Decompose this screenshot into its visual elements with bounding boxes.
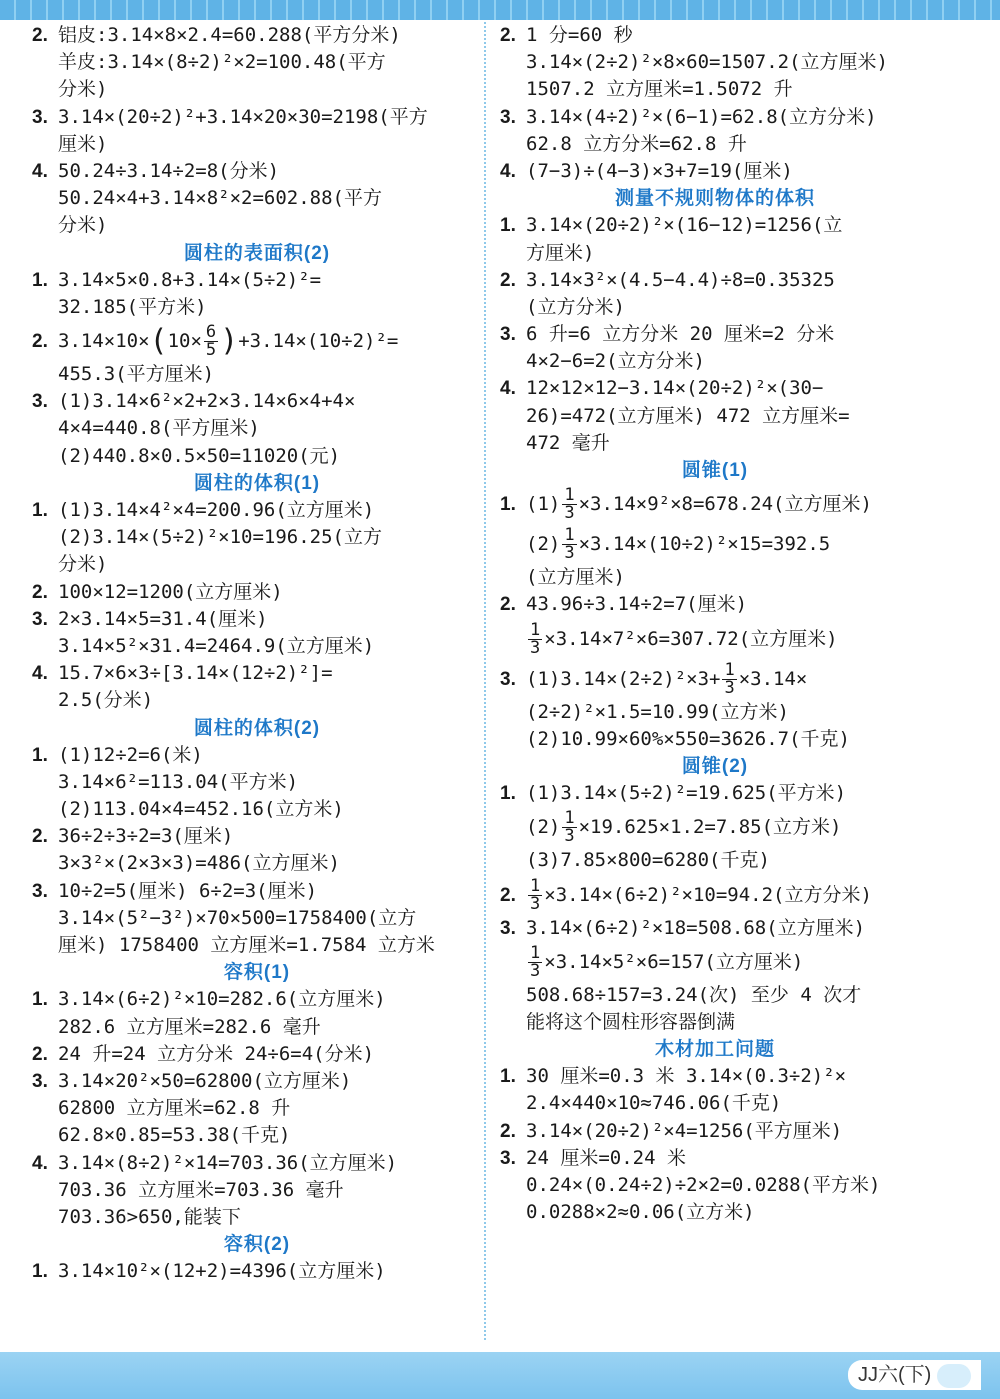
answer-line: [32, 267, 482, 294]
answer-text: 26)=472(立方厘米) 472 立方厘米=: [526, 404, 850, 427]
section-heading: 圆锥(2): [681, 755, 749, 777]
answer-line: [32, 1122, 482, 1149]
item-number: 3.: [32, 608, 48, 630]
answer-line: [32, 415, 482, 442]
answer-text: (3)7.85×800=6280(千克): [526, 849, 770, 872]
fraction-denominator: 3: [530, 960, 541, 981]
answer-text: ×3.14×7²×6=307.72(立方厘米): [544, 627, 838, 650]
answer-text: (2)113.04×4=452.16(立方米): [58, 798, 344, 821]
item-number: 1.: [500, 1066, 516, 1088]
answer-text: ×3.14×5²×6=157(立方厘米): [544, 950, 804, 973]
answer-text: 3.14×6²=113.04(平方米): [58, 770, 299, 793]
answer-line: [500, 915, 930, 942]
fraction-numerator: 1: [564, 525, 575, 546]
answer-text: (1)3.14×(2÷2)²×3+: [526, 667, 721, 690]
fraction-numerator: 1: [564, 485, 575, 506]
section-heading: 容积(2): [223, 1234, 291, 1256]
answer-line: [32, 905, 482, 932]
answer-text: 3.14×5×0.8+3.14×(5÷2)²=: [58, 268, 322, 291]
answer-line: [500, 875, 930, 915]
answer-text: ×3.14×9²×8=678.24(立方厘米): [578, 493, 872, 516]
answer-line: [500, 430, 930, 457]
answer-line: [32, 850, 482, 877]
answer-line: [500, 847, 930, 874]
answer-text: 0.0288×2≈0.06(立方米): [526, 1201, 755, 1224]
answer-text: 43.96÷3.14÷2=7(厘米): [526, 593, 748, 616]
answer-text: 3.14×(6÷2)²×18=508.68(立方厘米): [526, 916, 866, 939]
answer-line: [500, 1145, 930, 1172]
answer-line: [500, 524, 930, 564]
answer-line: [500, 321, 930, 348]
answer-text: 2.4×440×10≈746.06(千克): [526, 1092, 782, 1115]
answer-text: 30 厘米=0.3 米 3.14×(0.3÷2)²×: [526, 1065, 847, 1088]
answer-text: (1): [526, 493, 561, 516]
answer-text: (1)12÷2=6(米): [58, 743, 203, 766]
answer-line: [500, 1199, 930, 1226]
fraction-denominator: 3: [564, 543, 575, 564]
answer-line: [32, 361, 482, 388]
answer-text: 10÷2=5(厘米) 6÷2=3(厘米): [58, 879, 318, 902]
answer-line: [500, 403, 930, 430]
item-number: 2.: [32, 25, 48, 46]
answer-line: [500, 564, 930, 591]
answer-line: [500, 1090, 930, 1117]
answer-line: [500, 1063, 930, 1090]
fraction: [562, 810, 576, 845]
item-number: 4.: [32, 160, 48, 182]
fraction-numerator: 1: [530, 875, 541, 896]
answer-line: [500, 22, 930, 49]
fraction: [528, 875, 542, 914]
answer-text: 1507.2 立方厘米=1.5072 升: [526, 78, 793, 101]
answer-text: (1)3.14×6²×2+2×3.14×6×4+4×: [58, 390, 356, 413]
item-number: 3.: [500, 1147, 516, 1169]
fraction: [204, 324, 218, 359]
answer-text: 282.6 立方厘米=282.6 毫升: [58, 1015, 321, 1038]
answer-line: [32, 986, 482, 1013]
item-number: 3.: [500, 324, 516, 346]
answer-text: 1 分=60 秒: [526, 24, 633, 46]
answer-line: [32, 742, 482, 769]
answer-text: (2)3.14×(5÷2)²×10=196.25(立方: [58, 526, 382, 549]
answer-line: [32, 1204, 482, 1231]
answer-text: 2×3.14×5=31.4(厘米): [58, 607, 268, 630]
item-number: 1.: [32, 500, 48, 521]
item-number: 3.: [32, 1070, 48, 1092]
fraction-denominator: 3: [530, 637, 541, 658]
answer-text: 703.36>650,能装下: [58, 1205, 241, 1228]
answer-line: [32, 1095, 482, 1122]
answer-line: [32, 1177, 482, 1204]
item-number: 2.: [500, 1120, 516, 1142]
answer-line: [500, 807, 930, 847]
answer-line: [500, 1172, 930, 1199]
section-heading: 圆柱的体积(1): [193, 472, 321, 494]
answer-line: [32, 633, 482, 660]
big-paren: ): [220, 323, 239, 359]
answer-text: 3.14×(8÷2)²×14=703.36(立方厘米): [58, 1151, 398, 1174]
answer-text: 3.14×(4÷2)²×(6−1)=62.8(立方分米): [526, 105, 877, 128]
answer-text: 厘米): [58, 132, 108, 155]
item-number: 3.: [500, 917, 516, 939]
big-paren: (: [149, 323, 168, 359]
answer-text: 32.185(平方米): [58, 295, 207, 318]
answer-line: [500, 942, 930, 982]
answer-text: 分米): [58, 214, 108, 237]
answer-text: 0.24×(0.24÷2)÷2×2=0.0288(平方米): [526, 1174, 881, 1196]
item-number: 3.: [500, 106, 516, 128]
item-number: 2.: [32, 581, 48, 603]
answer-text: 铝皮:3.14×8×2.4=60.288(平方分米): [58, 24, 401, 46]
fraction: [528, 942, 542, 981]
answer-line: [500, 1118, 930, 1145]
item-number: 4.: [500, 160, 516, 182]
answer-line: [32, 49, 482, 76]
answer-text: (2÷2)²×1.5=10.99(立方米): [526, 700, 789, 723]
answer-line: [500, 267, 930, 294]
answer-text: 3.14×10×: [58, 330, 150, 353]
answer-text: 分米): [58, 78, 108, 101]
answer-text: 3.14×20²×50=62800(立方厘米): [58, 1069, 352, 1092]
answer-line: [32, 769, 482, 796]
answer-text: 3.14×(20÷2)²×(16−12)=1256(立: [526, 214, 843, 237]
footer-code-text: JJ六(下): [858, 1364, 932, 1386]
answer-text: 508.68÷157=3.24(次) 至少 4 次才: [526, 983, 862, 1006]
answer-text: 分米): [58, 553, 108, 576]
answer-line: [32, 388, 482, 415]
item-number: 1.: [32, 744, 48, 766]
answer-text: 62800 立方厘米=62.8 升: [58, 1097, 291, 1120]
item-number: 4.: [500, 378, 516, 400]
answer-line: [32, 22, 482, 49]
answer-text: 50.24×4+3.14×8²×2=602.88(平方: [58, 187, 382, 210]
fraction-numerator: 1: [530, 942, 541, 963]
answer-text: (1)3.14×4²×4=200.96(立方厘米): [58, 499, 375, 521]
fraction-denominator: 3: [724, 677, 735, 698]
item-number: 1.: [32, 1261, 48, 1283]
footer-book-code: [848, 1360, 981, 1390]
item-number: 4.: [32, 1152, 48, 1174]
answer-text: 10×: [167, 330, 202, 353]
answer-line: [500, 1009, 930, 1036]
answer-text: ×3.14×: [738, 667, 808, 690]
answer-text: 厘米) 1758400 立方厘米=1.7584 立方米: [58, 934, 435, 956]
answer-text: ×3.14×(10÷2)²×15=392.5: [578, 533, 831, 556]
fraction: [562, 527, 576, 562]
item-number: 1.: [32, 269, 48, 291]
answer-line: [32, 660, 482, 687]
item-number: 1.: [500, 494, 516, 516]
answer-text: 3.14×(20÷2)²+3.14×20×30=2198(平方: [58, 105, 428, 128]
answer-line: [500, 212, 930, 239]
answer-text: (2)440.8×0.5×50=11020(元): [58, 444, 341, 467]
answer-line: [500, 659, 930, 699]
fraction-numerator: 1: [724, 659, 735, 680]
answer-line: [500, 104, 930, 131]
item-number: 2.: [32, 1043, 48, 1065]
fraction: [562, 487, 576, 522]
item-number: 1.: [500, 783, 516, 805]
answer-line: [500, 294, 930, 321]
answer-line: [32, 796, 482, 823]
answer-text: 能将这个圆柱形容器倒满: [526, 1010, 736, 1033]
item-number: 2.: [500, 884, 516, 906]
item-number: 3.: [500, 668, 516, 690]
item-number: 4.: [32, 663, 48, 685]
answer-line: [32, 104, 482, 131]
right-column: [500, 22, 930, 1226]
top-decor-band: [0, 0, 1000, 20]
answer-text: 36÷2÷3÷2=3(厘米): [58, 825, 234, 848]
answer-text: (2): [526, 533, 561, 556]
answer-text: ×3.14×(6÷2)²×10=94.2(立方分米): [544, 883, 872, 906]
answer-line: [500, 619, 930, 659]
answer-line: [32, 932, 482, 959]
section-heading: 木材加工问题: [654, 1039, 775, 1061]
answer-line: [32, 1068, 482, 1095]
answer-line: [500, 726, 930, 753]
section-heading: 容积(1): [223, 962, 291, 984]
answer-text: (1)3.14×(5÷2)²=19.625(平方米): [526, 782, 847, 805]
answer-line: [32, 158, 482, 185]
answer-line: [32, 294, 482, 321]
answer-text: 703.36 立方厘米=703.36 毫升: [58, 1178, 344, 1201]
answer-text: 3.14×(2÷2)²×8×60=1507.2(立方厘米): [526, 51, 888, 74]
item-number: 3.: [32, 106, 48, 128]
fraction-denominator: 3: [564, 503, 575, 524]
answer-line: [500, 158, 930, 185]
answer-line: [500, 699, 930, 726]
answer-text: 3.14×5²×31.4=2464.9(立方厘米): [58, 634, 375, 657]
answer-line: [500, 240, 930, 267]
answer-line: [32, 579, 482, 606]
item-number: 1.: [32, 989, 48, 1011]
answer-text: 2.5(分米): [58, 689, 154, 712]
item-number: 2.: [500, 269, 516, 291]
answer-text: 4×4=440.8(平方厘米): [58, 417, 260, 440]
item-number: 2.: [32, 331, 48, 353]
answer-text: 3.14×3²×(4.5−4.4)÷8=0.35325: [526, 268, 835, 291]
answer-text: 24 升=24 立方分米 24÷6=4(分米): [58, 1042, 375, 1065]
answer-line: [500, 982, 930, 1009]
answer-text: 15.7×6×3÷[3.14×(12÷2)²]=: [58, 662, 333, 685]
answer-text: 50.24÷3.14÷2=8(分米): [58, 159, 280, 182]
answer-line: [500, 76, 930, 103]
item-number: 1.: [500, 215, 516, 237]
answer-line: [32, 443, 482, 470]
answer-text: (2)10.99×60%×550=3626.7(千克): [526, 727, 850, 750]
fraction: [722, 659, 736, 698]
answer-line: [32, 1014, 482, 1041]
answer-line: [500, 131, 930, 158]
answer-line: [32, 687, 482, 714]
answer-text: ×19.625×1.2=7.85(立方米): [578, 816, 842, 839]
answer-text: 3×3²×(2×3×3)=486(立方厘米): [58, 852, 340, 875]
answer-line: [500, 348, 930, 375]
column-divider: [484, 22, 486, 1340]
item-number: 2.: [32, 826, 48, 848]
item-number: 3.: [32, 880, 48, 902]
answer-text: 6 升=6 立方分米 20 厘米=2 分米: [526, 323, 835, 346]
answer-text: 3.14×10²×(12+2)=4396(立方厘米): [58, 1260, 386, 1283]
answer-text: 472 毫升: [526, 431, 610, 454]
item-number: 2.: [500, 25, 516, 46]
answer-line: [32, 551, 482, 578]
answer-line: [32, 524, 482, 551]
answer-line: [32, 878, 482, 905]
answer-text: 455.3(平方厘米): [58, 363, 215, 386]
answer-text: 3.14×(5²−3²)×70×500=1758400(立方: [58, 906, 417, 929]
answer-text: (2): [526, 816, 561, 839]
answer-text: 24 厘米=0.24 米: [526, 1146, 686, 1169]
answer-text: 方厘米): [526, 241, 595, 264]
section-heading: 圆柱的体积(2): [193, 717, 321, 739]
answer-text: +3.14×(10÷2)²=: [238, 330, 399, 353]
item-number: 3.: [32, 391, 48, 413]
answer-text: (立方分米): [526, 295, 625, 318]
answer-text: 3.14×(20÷2)²×4=1256(平方厘米): [526, 1119, 843, 1142]
answer-line: [32, 76, 482, 103]
item-number: 2.: [500, 594, 516, 616]
answer-line: [32, 212, 482, 239]
answer-text: (7−3)÷(4−3)×3+7=19(厘米): [526, 159, 793, 182]
answer-text: 3.14×(6÷2)²×10=282.6(立方厘米): [58, 988, 386, 1011]
section-heading: 圆柱的表面积(2): [183, 242, 331, 264]
answer-line: [32, 131, 482, 158]
answer-line: [32, 1258, 482, 1285]
answer-text: 62.8×0.85=53.38(千克): [58, 1124, 291, 1147]
answer-line: [32, 185, 482, 212]
answer-line: [32, 321, 482, 361]
section-heading: 测量不规则物体的体积: [614, 188, 815, 210]
answer-text: (立方厘米): [526, 566, 625, 589]
left-column: [32, 22, 482, 1285]
answer-line: [32, 1150, 482, 1177]
answer-line: [32, 1041, 482, 1068]
answer-line: [32, 823, 482, 850]
section-heading: 圆锥(1): [681, 460, 749, 481]
fraction-numerator: 6: [205, 322, 217, 343]
answer-line: [500, 375, 930, 402]
answer-text: 12×12×12−3.14×(20÷2)²×(30−: [526, 377, 824, 400]
fraction-denominator: 5: [205, 340, 217, 361]
fraction-denominator: 3: [530, 893, 541, 914]
fraction: [528, 619, 542, 658]
fraction-denominator: 3: [564, 826, 575, 847]
answer-line: [500, 484, 930, 524]
answer-text: 羊皮:3.14×(8÷2)²×2=100.48(平方: [58, 51, 386, 74]
page-number-badge: [937, 1364, 971, 1388]
answer-text: 100×12=1200(立方厘米): [58, 580, 283, 603]
fraction-numerator: 1: [530, 619, 541, 640]
answer-line: [500, 780, 930, 807]
answer-text: 4×2−6=2(立方分米): [526, 350, 705, 373]
answer-line: [500, 591, 930, 618]
answer-text: 62.8 立方分米=62.8 升: [526, 132, 747, 155]
answer-line: [32, 497, 482, 524]
fraction-numerator: 1: [564, 808, 575, 829]
answer-line: [32, 606, 482, 633]
answer-line: [500, 49, 930, 76]
